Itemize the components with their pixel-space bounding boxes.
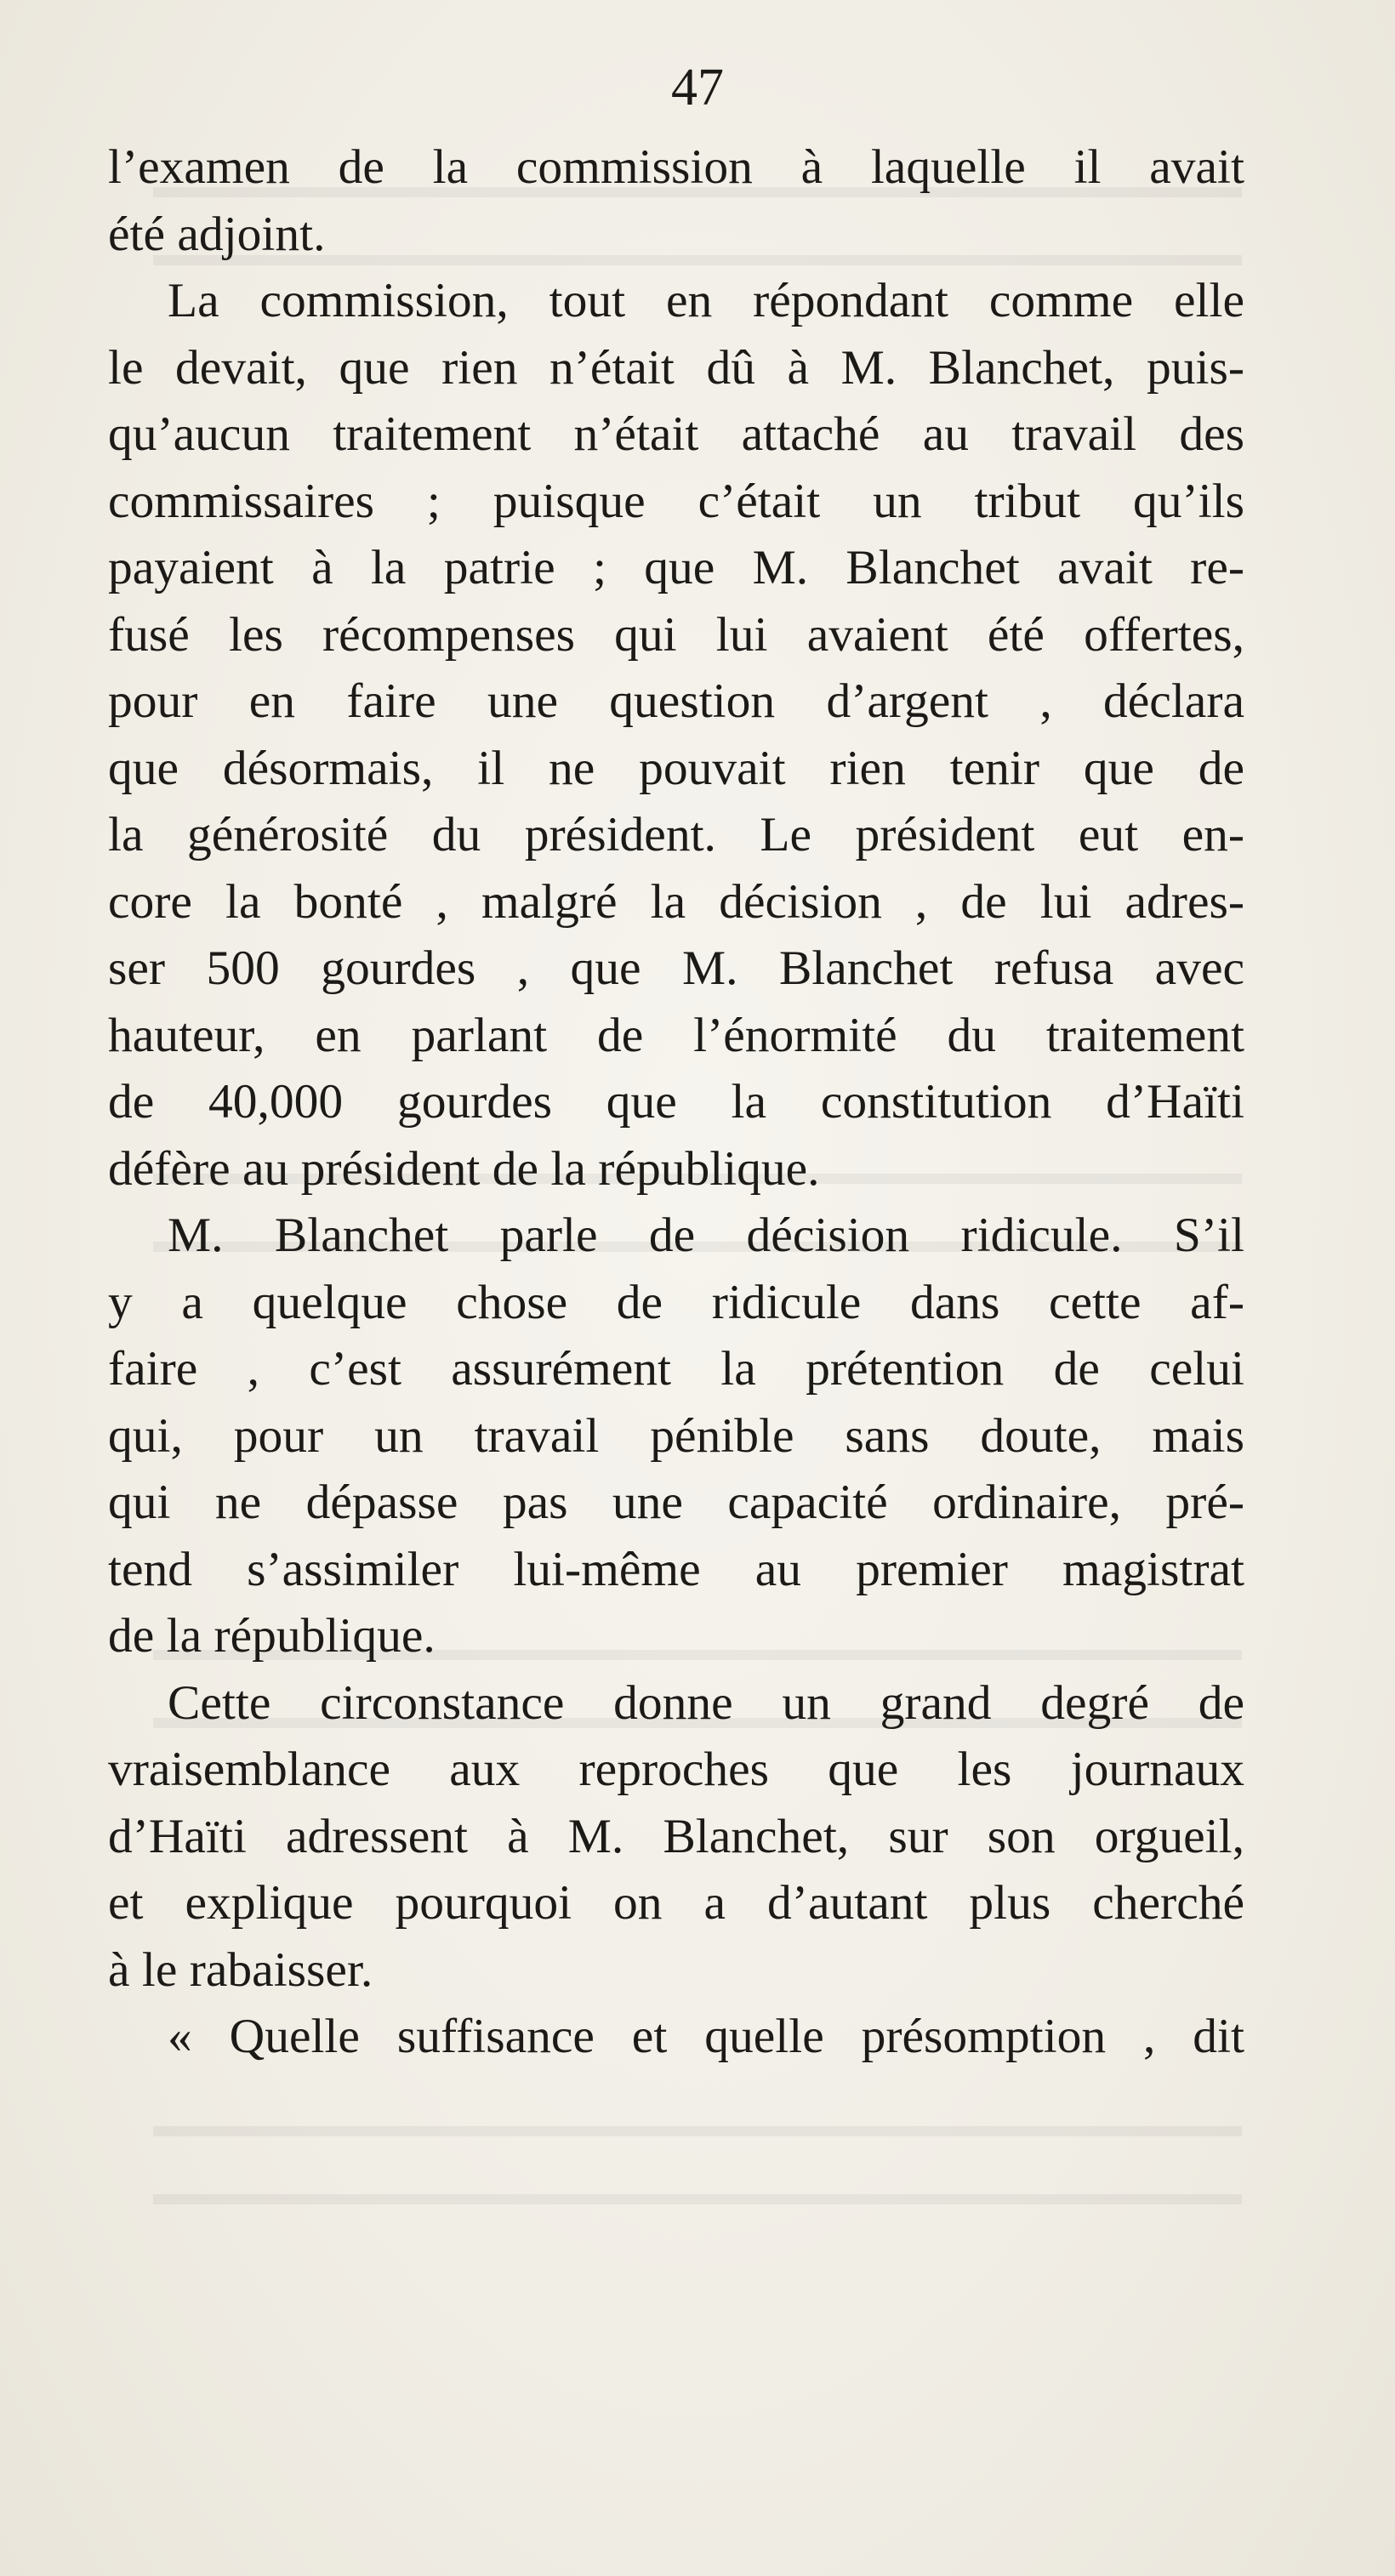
- text-line: commissaires ; puisque c’était un tribut qu’ils: [108, 474, 1244, 528]
- text-line: et explique pourquoi on a d’autant plus cherché: [108, 1876, 1244, 1930]
- text-line: vraisemblance aux reproches que les journaux: [108, 1743, 1244, 1796]
- text-line: de la république.: [108, 1609, 436, 1663]
- page-number: 47: [671, 59, 724, 117]
- text-line: Cette circonstance donne un grand degré de: [168, 1675, 1244, 1730]
- text-line: M. Blanchet parle de décision ridicule. S’il: [168, 1208, 1244, 1262]
- text-line: La commission, tout en répondant comme elle: [168, 274, 1244, 327]
- text-line: core la bonté , malgré la décision , de lui adres-: [108, 874, 1244, 929]
- text-line: la générosité du président. Le président eut en-: [108, 808, 1244, 862]
- body-text: [108, 134, 1244, 2071]
- show-through-line: [153, 2194, 1242, 2204]
- text-line: fusé les récompenses qui lui avaient été offertes,: [108, 607, 1244, 662]
- text-line: tend s’assimiler lui-même au premier magistrat: [108, 1542, 1244, 1596]
- text-line: ser 500 gourdes , que M. Blanchet refusa avec: [108, 941, 1244, 995]
- text-line: que désormais, il ne pouvait rien tenir que de: [108, 741, 1244, 795]
- text-line: de 40,000 gourdes que la constitution d’Haïti: [108, 1075, 1244, 1129]
- text-line: d’Haïti adressent à M. Blanchet, sur son orgueil,: [108, 1809, 1244, 1863]
- text-line: été adjoint.: [108, 207, 326, 261]
- text-line: le devait, que rien n’était dû à M. Blanchet, puis-: [108, 340, 1244, 395]
- text-line: pour en faire une question d’argent , déclara: [108, 674, 1244, 728]
- text-line: hauteur, en parlant de l’énormité du traitement: [108, 1008, 1244, 1062]
- text-line: qu’aucun traitement n’était attaché au travail des: [108, 407, 1244, 461]
- text-line: y a quelque chose de ridicule dans cette af-: [108, 1275, 1244, 1329]
- text-line: l’examen de la commission à laquelle il avait: [108, 140, 1244, 194]
- text-line: à le rabaisser.: [108, 1942, 373, 1997]
- text-line: défère au président de la république.: [108, 1141, 820, 1196]
- text-line: « Quelle suffisance et quelle présomption , dit: [168, 2010, 1244, 2063]
- text-line: faire , c’est assurément la prétention de celui: [108, 1342, 1244, 1396]
- show-through-line: [153, 2126, 1242, 2136]
- text-line: payaient à la patrie ; que M. Blanchet avait re-: [108, 541, 1244, 594]
- text-line: qui, pour un travail pénible sans doute, mais: [108, 1408, 1244, 1463]
- text-line: qui ne dépasse pas une capacité ordinaire, pré-: [108, 1476, 1244, 1529]
